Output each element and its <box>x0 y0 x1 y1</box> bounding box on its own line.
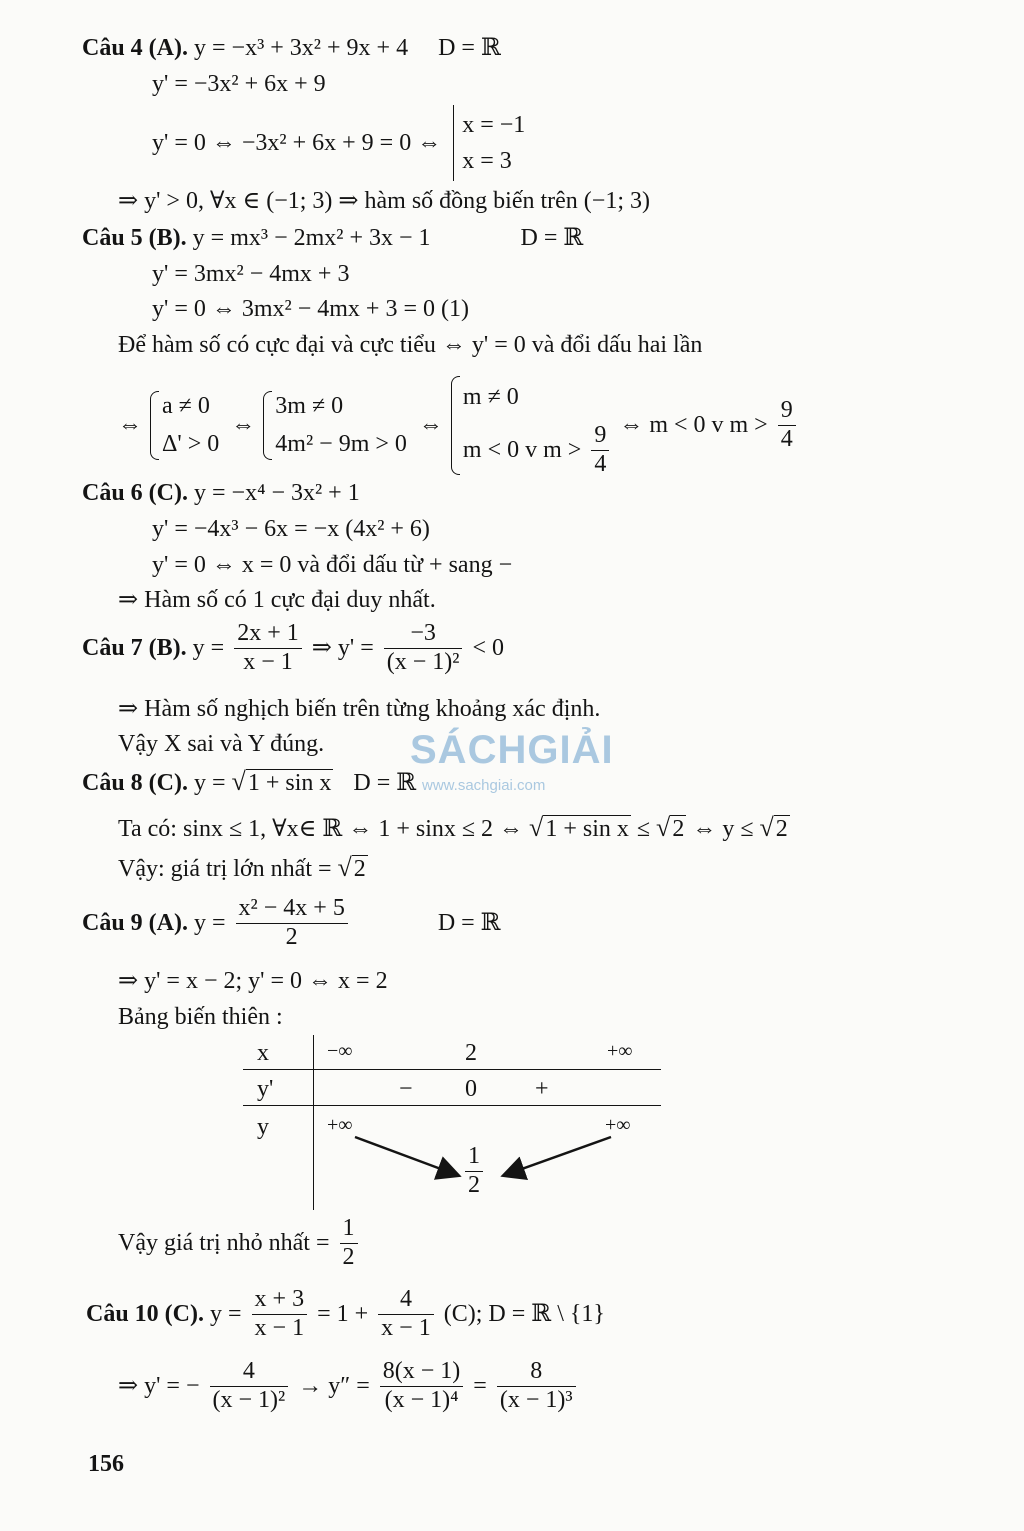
q4-label: Câu 4 (A). <box>82 35 188 61</box>
q9-label: Câu 9 (A). <box>82 910 188 937</box>
arrow-decreasing <box>355 1137 457 1175</box>
q5-frac-num: 9 <box>591 422 609 451</box>
q5-sys3-a: m ≠ 0 <box>462 384 519 410</box>
q8-line1-rad3: 2 <box>775 816 788 842</box>
table-row-y: y <box>257 1114 269 1140</box>
q8-header: Câu 8 (C). y = √1 + sin x D = ℝ <box>82 767 417 796</box>
q9-num: x² − 4x + 5 <box>236 895 348 924</box>
q5-sys3-b-row <box>463 422 613 478</box>
q10-fraction-1 <box>252 1286 308 1342</box>
q4-header <box>82 36 501 60</box>
q9-derivative: ⇒ y' = x − 2; y' = 0 ⇔ x = 2 <box>118 968 388 994</box>
q7-fraction <box>234 620 302 676</box>
q10-eq-one: = 1 + <box>317 1301 369 1328</box>
watermark-title: SÁCHGIẢI <box>410 728 614 772</box>
q9-den: 2 <box>285 923 298 950</box>
q10-dd: (x − 1)² <box>212 1386 286 1413</box>
q10-eq: = <box>473 1373 487 1400</box>
q8-line-2: Vậy: giá trị lớn nhất = √2 <box>118 853 366 882</box>
table-x-two: 2 <box>465 1040 477 1066</box>
q8-line1-pre: Ta có: sinx ≤ 1, ∀x∈ ℝ ⇔ 1 + sinx ≤ 2 ⇔ <box>118 816 524 842</box>
table-x-neg-inf: −∞ <box>327 1040 353 1062</box>
q5-system-1 <box>148 387 219 464</box>
q7-tail: < 0 <box>472 635 504 662</box>
q8-label: Câu 8 (C). <box>82 770 188 796</box>
q5-header <box>82 226 583 250</box>
q10-rd: (x − 1)³ <box>499 1386 573 1413</box>
table-yprime-plus: + <box>535 1076 549 1102</box>
table-x-pos-inf: +∞ <box>607 1040 633 1062</box>
q10-rn: 8 <box>497 1358 576 1387</box>
q5-iff-3: ⇔ <box>418 412 443 439</box>
q4-root-bracket <box>453 105 525 181</box>
q8-line2-rad: 2 <box>353 856 366 882</box>
q5-derivative: y' = 3mx² − 4mx + 3 <box>152 261 350 287</box>
q6-zero: y' = 0 ⇔ x = 0 và đổi dấu từ + sang − <box>152 552 513 578</box>
q5-systems <box>118 372 800 479</box>
q7-line-1: ⇒ Hàm số nghịch biến trên từng khoảng xác định. <box>118 696 601 722</box>
q8-y: y = <box>194 770 226 796</box>
q10-y: y = <box>210 1301 242 1328</box>
q7-label: Câu 7 (B). <box>82 635 187 662</box>
q9-domain: D = ℝ <box>437 910 501 937</box>
q5-final-fraction <box>778 397 796 453</box>
q5-final-num: 9 <box>778 397 796 426</box>
watermark-url: www.sachgiai.com <box>422 777 546 794</box>
q7-line-2: Vậy X sai và Y đúng. <box>118 731 325 757</box>
q5-condition: Để hàm số có cực đại và cực tiểu ⇔ y' = 0 và đổi dấu hai lần <box>118 332 703 358</box>
table-yprime-zero: 0 <box>465 1076 477 1102</box>
q8-line1-rad2: 2 <box>672 816 685 842</box>
q10-header <box>86 1286 605 1342</box>
q9-y: y = <box>194 910 226 937</box>
q8-line-1: Ta có: sinx ≤ 1, ∀x∈ ℝ ⇔ 1 + sinx ≤ 2 ⇔ √1 + sin x ≤ √2 ⇔ y ≤ √2 <box>118 813 788 842</box>
q10-sn: 8(x − 1) <box>380 1358 464 1387</box>
watermark-logo <box>410 730 614 793</box>
q7-num: 2x + 1 <box>234 620 302 649</box>
q6-derivative: y' = −4x³ − 6x = −x (4x² + 6) <box>152 516 430 542</box>
q8-line1-mid: ≤ <box>636 816 651 842</box>
q5-iff-2: ⇔ <box>231 412 256 439</box>
q10-n2: 4 <box>378 1286 434 1315</box>
q10-d2: x − 1 <box>381 1314 431 1341</box>
table-row-yprime: y' <box>257 1076 274 1102</box>
table-yprime-minus: − <box>399 1076 413 1102</box>
q10-derivatives <box>118 1358 580 1414</box>
q9-conclusion-fraction <box>340 1215 358 1271</box>
q5-sys2-a: 3m ≠ 0 <box>275 392 344 419</box>
q8-domain: D = ℝ <box>353 770 417 796</box>
q5-sys3-b: m < 0 v m > <box>462 437 582 464</box>
q5-fraction-9-4 <box>591 422 609 478</box>
q10-sd: (x − 1)⁴ <box>384 1386 459 1413</box>
q5-final: ⇔ m < 0 v m > <box>619 412 768 439</box>
q10-result-fraction <box>497 1358 576 1414</box>
q10-arrow: → y″ = <box>298 1373 370 1400</box>
q10-dn: 4 <box>210 1358 289 1387</box>
q5-iff-1: ⇔ <box>118 412 142 439</box>
q8-line1-rad: 1 + sin x <box>545 816 629 842</box>
q4-derivative: y' = −3x² + 6x + 9 <box>152 71 326 97</box>
table-y-left-inf: +∞ <box>327 1114 353 1136</box>
table-arrows <box>243 1035 661 1215</box>
q5-final-den: 4 <box>780 425 793 452</box>
q10-second-fraction <box>380 1358 464 1414</box>
q10-tail: (C); D = ℝ \ {1} <box>443 1301 605 1328</box>
q4-conclusion: ⇒ y' > 0, ∀x ∈ (−1; 3) ⇒ hàm số đồng biến trên (−1; 3) <box>118 188 650 214</box>
table-y-min-num: 1 <box>465 1143 483 1172</box>
page-number: 156 <box>88 1451 124 1477</box>
q9-table-title: Bảng biến thiên : <box>118 1004 283 1030</box>
table-y-right-inf: +∞ <box>605 1114 631 1136</box>
q8-line1-post: ⇔ y ≤ <box>692 816 754 842</box>
q10-deriv-fraction <box>210 1358 289 1414</box>
q4-domain: D = ℝ <box>438 35 501 61</box>
q10-label: Câu 10 (C). <box>86 1301 204 1328</box>
q9-fraction <box>236 895 348 951</box>
q5-domain: D = ℝ <box>520 225 584 251</box>
q7-y: y = <box>192 635 225 662</box>
q7-implies: ⇒ y' = <box>311 635 374 662</box>
q5-equation: y = mx³ − 2mx² + 3x − 1 <box>192 225 431 251</box>
table-row-x: x <box>257 1040 269 1066</box>
q5-equation-1: y' = 0 ⇔ 3mx² − 4mx + 3 = 0 (1) <box>152 296 469 322</box>
arrow-increasing <box>505 1137 611 1175</box>
q10-deriv-pre: ⇒ y' = − <box>118 1373 200 1400</box>
q7-den: x − 1 <box>243 648 293 675</box>
q5-system-3 <box>449 372 613 479</box>
variation-table <box>243 1035 661 1215</box>
q5-label: Câu 5 (B). <box>82 225 187 251</box>
q10-n1: x + 3 <box>252 1286 308 1315</box>
q4-equation: y = −x³ + 3x² + 9x + 4 <box>194 35 409 61</box>
q7-dden: (x − 1)² <box>386 648 460 675</box>
q5-sys1-a: a ≠ 0 <box>162 392 210 419</box>
q6-equation: y = −x⁴ − 3x² + 1 <box>194 480 360 506</box>
q8-line2-pre: Vậy: giá trị lớn nhất = <box>118 856 332 882</box>
q5-sys1-b: Δ' > 0 <box>162 431 220 458</box>
q7-derivative-fraction <box>384 620 463 676</box>
q6-header <box>82 481 360 505</box>
q6-conclusion: ⇒ Hàm số có 1 cực đại duy nhất. <box>118 587 436 613</box>
q5-frac-den: 4 <box>594 450 607 477</box>
q9-conclusion <box>118 1215 362 1271</box>
q9-conc-num: 1 <box>340 1215 358 1244</box>
q5-sys2-b: 4m² − 9m > 0 <box>275 431 407 458</box>
q9-conclusion-text: Vậy giá trị nhỏ nhất = <box>118 1230 330 1257</box>
q5-system-2 <box>261 387 407 464</box>
q10-fraction-2 <box>378 1286 434 1342</box>
q4-roots <box>152 105 525 181</box>
q10-d1: x − 1 <box>254 1314 305 1341</box>
q9-conc-den: 2 <box>342 1243 355 1270</box>
q7-dnum: −3 <box>384 620 463 649</box>
q6-label: Câu 6 (C). <box>82 480 188 506</box>
q9-header <box>82 895 501 951</box>
q4-root-2: x = 3 <box>462 148 512 174</box>
table-y-min-den: 2 <box>468 1171 480 1198</box>
q4-root-eq: y' = 0 ⇔ −3x² + 6x + 9 = 0 ⇔ <box>152 130 442 156</box>
q7-header <box>82 620 504 676</box>
q8-radicand: 1 + sin x <box>247 770 332 796</box>
q4-root-1: x = −1 <box>462 112 526 138</box>
